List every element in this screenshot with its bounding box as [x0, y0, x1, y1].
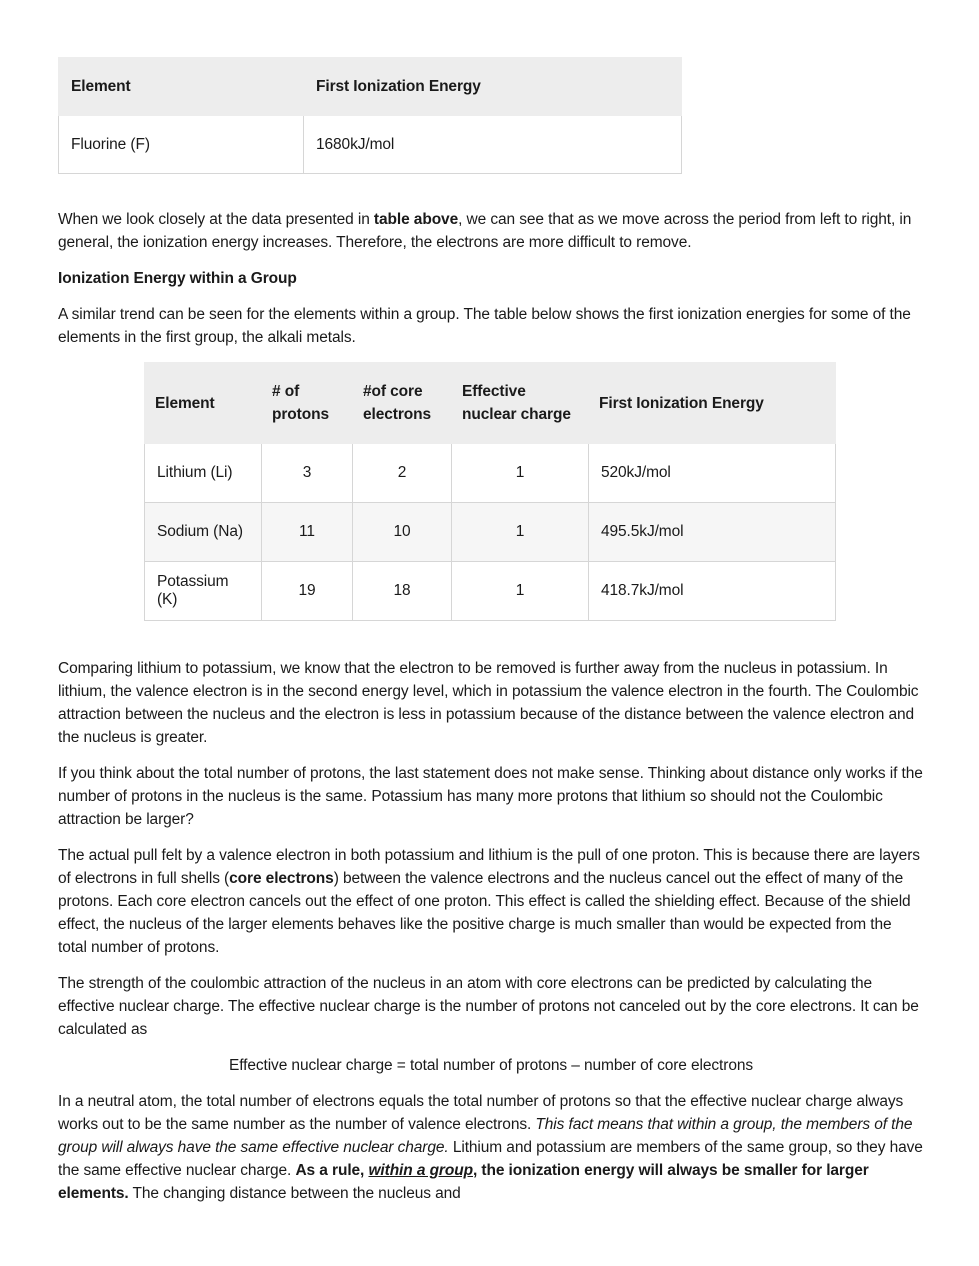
bold-core-electrons: core electrons [229, 870, 334, 887]
table-header-row [59, 58, 682, 116]
cell-protons: 11 [262, 503, 353, 562]
cell-element: Potassium (K) [145, 562, 262, 621]
header-first-ionization-energy: First Ionization Energy [304, 58, 682, 116]
paragraph-shielding: The actual pull felt by a valence electron in both potassium and lithium is the pull of one proton. This is because there are layers of electrons in full shells (core electrons) between the valence electrons and the nucleus cancel out the effect of many of the protons. Each core electron cancels out the effect of one proton. This effect is called the shielding effect. Because of the shield effect, the nucleus of the larger elements behaves like the positive charge is much smaller than would be expected from the total number of protons. [58, 847, 920, 956]
table-row [145, 562, 836, 621]
cell-core-electrons: 2 [353, 444, 452, 503]
cell-effective-charge: 1 [452, 444, 589, 503]
paragraph-rule: In a neutral atom, the total number of electrons equals the total number of protons so that the effective nuclear charge always works out to be the same number as the number of valence electrons. This fact means that within a group, the members of the group will always have the same effective nuclear charge. Lithium and potassium are members of the same group, so they have the same effective nuclear charge. As a rule, within a group, the ionization energy will always be smaller for larger elements. The changing distance between the nucleus and [58, 1093, 923, 1202]
formula: Effective nuclear charge = total number of protons – number of core electrons [228, 1057, 754, 1074]
alkali-metals-table [144, 362, 836, 621]
italic-statement: This fact means that within a group, the members of the group will always have the same effective nuclear charge. [58, 1116, 913, 1156]
cell-energy: 495.5kJ/mol [589, 503, 836, 562]
document-page [58, 57, 924, 1205]
header-protons: # of protons [262, 363, 353, 444]
header-element: Element [145, 363, 262, 444]
cell-energy: 418.7kJ/mol [589, 562, 836, 621]
bold-table-above: table above [373, 211, 459, 228]
emphasis-within-a-group: within a group [368, 1162, 473, 1179]
cell-energy: 1680kJ/mol [304, 116, 682, 174]
header-element: Element [59, 58, 304, 116]
cell-element: Sodium (Na) [145, 503, 262, 562]
cell-protons: 3 [262, 444, 353, 503]
header-effective-nuclear-charge: Effective nuclear charge [452, 363, 589, 444]
table-row [145, 503, 836, 562]
table-row [59, 116, 682, 174]
cell-energy: 520kJ/mol [589, 444, 836, 503]
paragraph-effective-charge: The strength of the coulombic attraction of the nucleus in an atom with core electrons can be predicted by calculating the effective nuclear charge. The effective nuclear charge is the number of protons not canceled out by the core electrons. It can be calculated as [58, 975, 919, 1038]
section-heading: Ionization Energy within a Group [58, 270, 297, 287]
table-header-row [145, 363, 836, 444]
paragraph-distance: Comparing lithium to potassium, we know that the electron to be removed is further away from the nucleus in potassium. In lithium, the valence electron is in the second energy level, which in potassium the valence electron in the fourth. The Coulombic attraction between the nucleus and the electron is less in potassium because of the distance between the valence electron and the nucleus is greater. [58, 660, 919, 746]
cell-effective-charge: 1 [452, 503, 589, 562]
fluorine-table [58, 57, 682, 174]
cell-core-electrons: 18 [353, 562, 452, 621]
cell-protons: 19 [262, 562, 353, 621]
table-row [145, 444, 836, 503]
cell-core-electrons: 10 [353, 503, 452, 562]
cell-element: Fluorine (F) [59, 116, 304, 174]
header-core-electrons: #of core electrons [353, 363, 452, 444]
header-first-ionization-energy: First Ionization Energy [589, 363, 836, 444]
paragraph-period-trend: When we look closely at the data presented in table above, we can see that as we move across the period from left to right, in general, the ionization energy increases. Therefore, the electrons are more difficult to remove. [58, 211, 912, 251]
cell-effective-charge: 1 [452, 562, 589, 621]
paragraph-protons: If you think about the total number of protons, the last statement does not make sense. Thinking about distance only works if the number of protons in the nucleus is the same. Potassium has many more protons that lithium so should not the Coulombic attraction be larger? [58, 765, 923, 828]
paragraph-group-trend: A similar trend can be seen for the elements within a group. The table below shows the first ionization energies for some of the elements in the first group, the alkali metals. [58, 306, 911, 346]
cell-element: Lithium (Li) [145, 444, 262, 503]
